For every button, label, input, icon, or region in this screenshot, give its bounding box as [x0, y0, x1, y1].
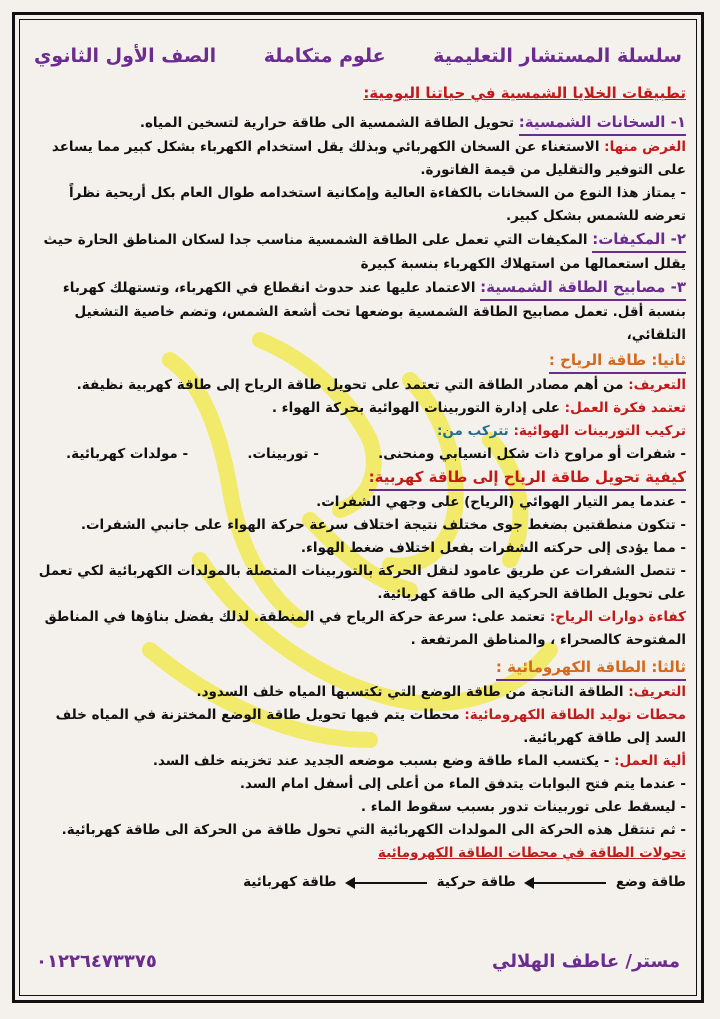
flow-arrow-icon	[526, 882, 606, 884]
wind-components	[66, 443, 686, 466]
wind-definition-text: من أهم مصادر الطاقة التي تعتمد على تحويل طاقة الرياح إلى طاقة كهربية نظيفة.	[76, 377, 624, 393]
hydro-mechanism	[30, 750, 686, 773]
page-header	[34, 36, 682, 76]
purpose-text: الاستغناء عن السخان الكهربائي وبذلك يقل استخدام الكهرباء بشكل كبير مما يساعد على التوفير والتقليل من قيمة الفاتورة.	[51, 139, 686, 178]
solar-lamps-block	[30, 276, 686, 347]
solar-heaters-purpose	[30, 136, 686, 182]
hydro-definition-text: الطاقة الناتجة من طاقة الوضع التي تكتسبها المياه خلف السدود.	[196, 684, 624, 700]
flow-potential: طاقة وضع	[615, 874, 686, 890]
wind-principle	[30, 397, 686, 420]
air-conditioners-label: ٢- المكيفات:	[592, 228, 686, 253]
hydro-step: - ثم تنتقل هذه الحركة الى المولدات الكهربائية التي تحول طاقة من الحركة الى طاقة كهربائية.	[61, 822, 686, 838]
flow-electric: طاقة كهربائية	[243, 874, 337, 890]
wind-definition-label: التعريف:	[628, 377, 686, 393]
flow-kinetic: طاقة حركية	[436, 874, 516, 890]
solar-heaters-line	[30, 111, 686, 136]
flow-arrow-icon	[347, 882, 427, 884]
wind-step: - تتكون منطقتين بضغط جوى مختلف نتيجة اختلاف سرعة حركة الهواء على جانبي الشفرات.	[80, 517, 686, 533]
wind-step: - عندما يمر التيار الهوائي (الرياح) على وجهي الشفرات.	[316, 494, 686, 510]
wind-principle-label: تعتمد فكرة العمل:	[564, 400, 686, 416]
hydro-mechanism-text: - يكتسب الماء طاقة وضع بسبب موضعه الجديد عند تخزينه خلف السد.	[152, 753, 610, 769]
hydro-definition-label: التعريف:	[628, 684, 686, 700]
solar-heaters-text: تحويل الطاقة الشمسية الى طاقة حرارية لتسخين المياه.	[139, 115, 515, 131]
hydro-step: - عندما يتم فتح البوابات يتدفق الماء من أعلى إلى أسفل امام السد.	[239, 776, 686, 792]
hydro-stations	[30, 704, 686, 750]
page-footer	[36, 951, 680, 972]
hydro-step: - ليسقط على توربينات تدور بسبب سقوط الماء .	[360, 799, 686, 815]
hydro-mechanism-label: ألية العمل:	[614, 753, 686, 769]
solar-lamps-label: ٣- مصابيح الطاقة الشمسية:	[480, 276, 686, 301]
wind-structure	[30, 420, 686, 443]
series-title: سلسلة المستشار التعليمية	[433, 45, 682, 67]
wind-principle-text: على إدارة التوربينات الهوائية بحركة الهواء .	[271, 400, 560, 416]
subject-title: علوم متكاملة	[263, 45, 386, 67]
hydro-stations-text: محطات يتم فيها تحويل طاقة الوضع المختزنة في المياه خلف السد إلى طاقة كهربائية.	[55, 707, 686, 746]
solar-lamps-text: الاعتماد عليها عند حدوث انقطاع في الكهرباء، وتستهلك كهرباء بنسبة أقل. تعمل مصابيح الطاقة الشمسية بوضعها تحت أشعة الشمس، وتضم خاصية التشغيل التلقائي،	[62, 280, 686, 343]
solar-heaters-label: ١- السخانات الشمسية:	[519, 111, 686, 136]
wind-structure-label: تركيب التوربينات الهوائية:	[513, 423, 686, 439]
hydro-heading: ثالثا: الطاقة الكهرومائية :	[496, 656, 686, 681]
wind-efficiency-text: تعتمد على: سرعة حركة الرياح في المنطقة. لذلك يفضل بناؤها في المناطق المفتوحة كالصحراء ، والمناطق المرتفعة .	[44, 609, 686, 648]
wind-heading: ثانيا: طاقة الرياح :	[549, 349, 686, 374]
wind-heading-line	[30, 349, 686, 374]
air-conditioners-block	[30, 228, 686, 276]
wind-definition	[30, 374, 686, 397]
hydro-definition	[30, 681, 686, 704]
wind-efficiency-label: كفاءة دوارات الرياح:	[549, 609, 686, 625]
wind-efficiency	[30, 606, 686, 652]
grade-title: الصف الأول الثانوي	[34, 45, 217, 67]
author-name: مستر/ عاطف الهلالي	[491, 951, 680, 972]
component-turbines: - توربينات.	[247, 446, 319, 462]
phone-number: ٠١٢٢٦٤٧٣٣٧٥	[36, 951, 157, 972]
wind-structure-suffix: تتركب من:	[437, 423, 509, 439]
content	[30, 82, 686, 894]
hydro-heading-line	[30, 656, 686, 681]
hydro-transformations-heading: تحولات الطاقة في محطات الطاقة الكهرومائية	[377, 845, 686, 861]
wind-step: - مما يؤدى إلى حركته الشفرات بفعل اختلاف ضغط الهواء.	[300, 540, 686, 556]
hydro-stations-label: محطات توليد الطاقة الكهرومائية:	[464, 707, 686, 723]
air-conditioners-text: المكيفات التي تعمل على الطاقة الشمسية مناسب جدا لسكان المناطق الحارة حيث يقلل استعمالها من استهلاك الكهرباء بنسبة كبيرة	[43, 232, 686, 272]
component-generators: - مولدات كهربائية.	[66, 446, 189, 462]
wind-step: - تتصل الشفرات عن طريق عامود لنقل الحركة بالتوربينات المتصلة بالمولدات الكهربائية لكي تعمل على تحويل الطاقة الحركية الى طاقة كهربائية.	[38, 563, 686, 602]
energy-flow-diagram	[30, 871, 686, 894]
page-title: تطبيقات الخلايا الشمسية في حياتنا اليومية:	[363, 84, 686, 102]
wind-conversion-heading: كيفية تحويل طاقة الرياح إلى طاقة كهربية:	[369, 466, 686, 491]
page	[22, 22, 694, 994]
solar-heaters-feature: - يمتاز هذا النوع من السخانات بالكفاءة العالية وإمكانية استخدامه طوال العام بكل أريحية نظراً تعرضه للشمس بشكل كبير.	[69, 185, 686, 224]
component-blades: - شفرات أو مراوح ذات شكل انسيابي ومنحنى.	[378, 446, 686, 462]
purpose-label: الغرض منها:	[604, 139, 686, 155]
wind-conversion-heading-line	[30, 466, 686, 491]
